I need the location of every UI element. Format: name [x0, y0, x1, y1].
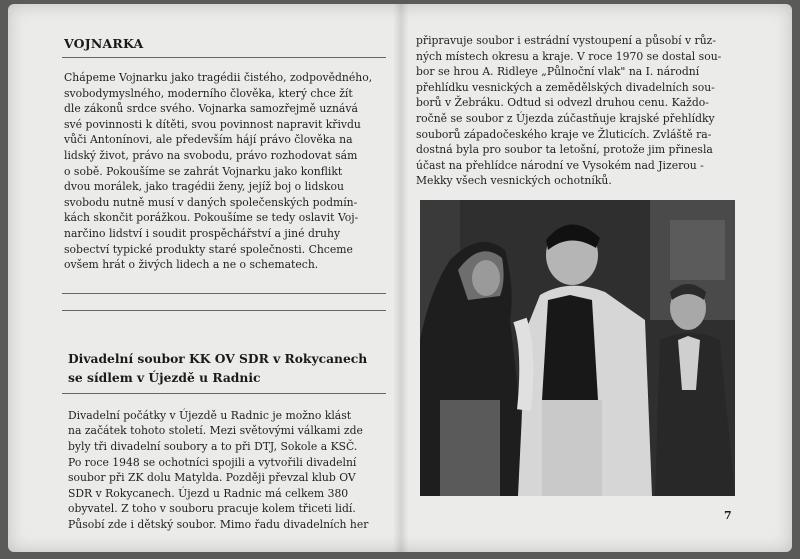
book-page — [8, 4, 792, 552]
left-column — [62, 36, 386, 532]
theatre-photo — [420, 200, 735, 496]
title-rule — [62, 393, 386, 394]
divider-rule-2 — [62, 310, 386, 311]
divider-rule-1 — [62, 293, 386, 294]
ensemble-title: Divadelní soubor KK OV SDR v Rokycanech se sídlem v Újezdě u Radnic — [68, 350, 368, 385]
right-column — [416, 36, 736, 189]
heading-rule — [62, 57, 386, 58]
vojnarka-paragraph: Chápeme Vojnarku jako tragédii čistého, zodpovědného, svobodymyslného, moderního člověka, který chce žít dle zákonů srdce svého. Vojnarka samozřejmě uznává své povinnosti k dítěti, svou povinnost napravit křivdu vůči Antonínovi, ale především hájí právo člověka na lidský život, právo na svobodu, právo rozhodovat sám o sobě. Pokoušíme se zahrát Vojnarku jako konflikt dvou morálek, jako tragédii ženy, jejíž boj o lidskou svobodu nutně musí v daných společenských podmín- kách skončit porážkou. Pokoušíme se tedy oslavit Voj- narčino lidství i soudit prospěchářství a jiné druhy sobectví typické produkty staré společnosti. Chceme ovšem hrát o živých lidech a ne o schematech. — [64, 71, 373, 272]
page-number: 7 — [724, 509, 732, 522]
ensemble-paragraph: Divadelní počátky v Újezdě u Radnic je možno klást na začátek tohoto století. Mezi světovými válkami zde byly tři divadelní soubory a to při DTJ, Sokole a KSČ. Po roce 1948 se ochotníci spojili a vytvořili divadelní soubor při ZK dolu Matylda. Později převzal klub OV SDR v Rokycanech. Újezd u Radnic má celkem 380 obyvatel. Z toho v souboru pracuje kolem třiceti lidí. Působí zde i dětský soubor. Mimo řadu divadelních her — [68, 408, 369, 531]
continuation-paragraph: připravuje soubor i estrádní vystoupení a působí v růz- ných místech okresu a kraje. V roce 1970 se dostal sou- bor se hrou A. Ridleye „Půlnoční vlak" na I. národní přehlídku vesnických a zemědělských divadelních sou- borů v Žebráku. Odtud si odvezl druhou cenu. Každo- ročně se soubor z Újezda zúčastňuje krajské přehlídky souborů západočeského kraje ve Žluticích. Zvláště ra- dostná byla pro soubor ta letošní, protože jim přinesla účast na přehlídce národní ve Vysokém nad Jizerou - Mekky všech vesnických ochotníků. — [416, 34, 722, 188]
photo-illustration — [420, 200, 735, 496]
section-heading: VOJNARKA — [64, 36, 144, 51]
book-gutter — [393, 4, 409, 552]
